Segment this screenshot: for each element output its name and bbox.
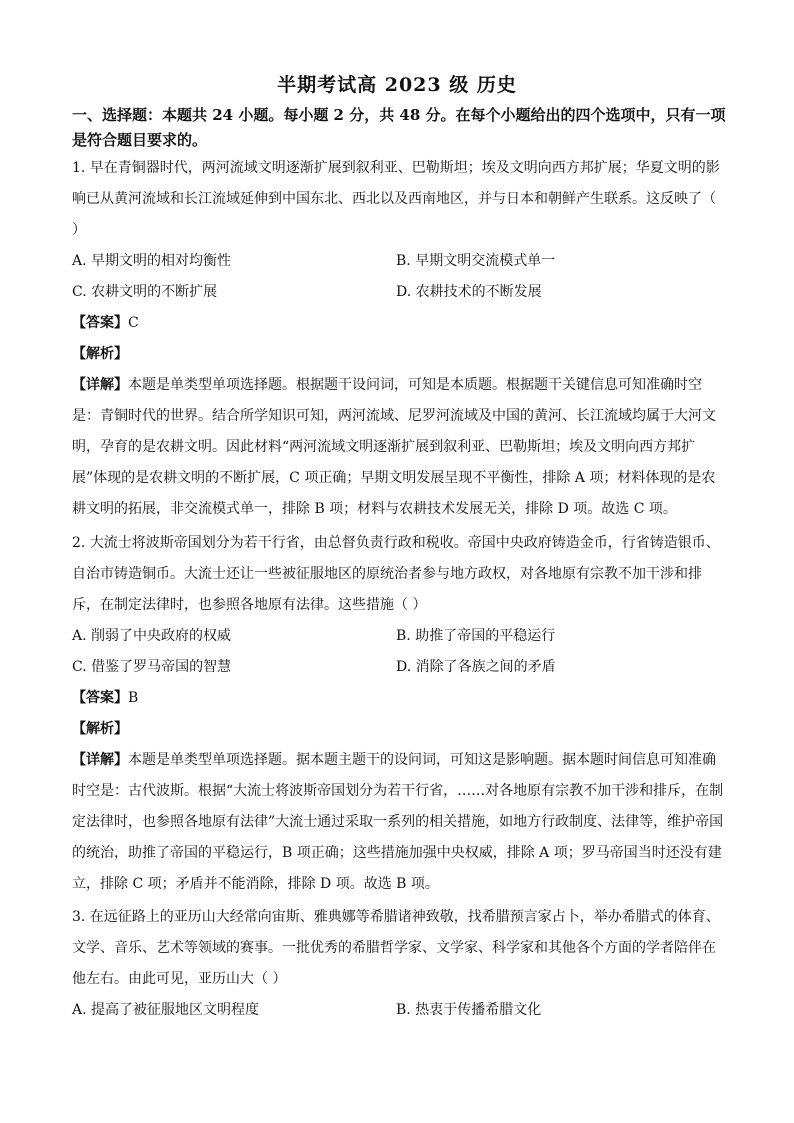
option-d: D. 农耕技术的不断发展 [396, 284, 542, 300]
option-d: D. 消除了各族之间的矛盾 [396, 659, 556, 675]
option-a: A. 早期文明的相对均衡性 [72, 253, 232, 269]
option-b: B. 热衷于传播希腊文化 [396, 1002, 542, 1018]
question-stem-text: 2. 大流士将波斯帝国划分为若干行省，由总督负责行政和税收。帝国中央政府铸造金币，行省铸造银币、自治市铸造铜币。大流士还让一些被征服地区的原统治者参与地方政权，对各地原有宗教不加干涉和排斥，在制定法律时，也参照各地原有法律。这些措施（ ） [72, 535, 720, 613]
question-stem-text: 1. 早在青铜器时代，两河流域文明逐渐扩展到叙利亚、巴勒斯坦；埃及文明向西方邦扩展；华夏文明的影响已从黄河流域和长江流域延伸到中国东北、西北以及西南地区，并与日本和朝鲜产生联系。这反映了（ ） [72, 160, 720, 238]
detail-label: 【详解】 [72, 752, 128, 768]
question-3-stem [72, 902, 727, 995]
option-c: C. 农耕文明的不断扩展 [72, 284, 218, 300]
page-title: 半期考试高 2023 级 历史 [277, 74, 517, 96]
question-1-options-row-2 [72, 277, 732, 308]
option-c: C. 借鉴了罗马帝国的智慧 [72, 659, 232, 675]
question-1-stem [72, 153, 727, 246]
question-1-detail [72, 370, 727, 525]
detail-label: 【详解】 [72, 377, 128, 393]
option-b: B. 早期文明交流模式单一 [396, 253, 556, 269]
answer-label: 【答案】 [72, 690, 128, 706]
question-1-analysis-label [72, 339, 128, 370]
analysis-label: 【解析】 [72, 721, 128, 737]
detail-text: 本题是单类型单项选择题。根据题干设问词，可知是本质题。根据题干关键信息可知准确时空是：青铜时代的世界。结合所学知识可知，两河流域、尼罗河流域及中国的黄河、长江流域均属于大河文明，孕育的是农耕文明。因此材料“两河流域文明逐渐扩展到叙利亚、巴勒斯坦；埃及文明向西方邦扩展”体现的是农耕文明的不断扩展，C 项正确；早期文明发展呈现不平衡性，排除 A 项；材料体现的是农耕文明的拓展，非交流模式单一，排除 B 项；材料与农耕技术发展无关，排除 D 项。故选 C 项。 [72, 377, 716, 517]
answer-value: C [128, 315, 139, 331]
detail-text: 本题是单类型单项选择题。据本题主题干的设问词，可知这是影响题。据本题时间信息可知准确时空是：古代波斯。根据“大流士将波斯帝国划分为若干行省，……对各地原有宗教不加干涉和排斥，在制定法律时，也参照各地原有法律”大流士通过采取一系列的相关措施，如地方行政制度、法律等，维护帝国的统治，助推了帝国的平稳运行，B 项正确；这些措施加强中央权威，排除 A 项；罗马帝国当时还没有建立，排除 C 项；矛盾并不能消除，排除 D 项。故选 B 项。 [72, 752, 724, 892]
answer-label: 【答案】 [72, 315, 128, 331]
question-2-options-row-2 [72, 652, 732, 683]
question-1-answer [72, 308, 139, 339]
question-3-options-row-1 [72, 995, 732, 1026]
question-2-stem [72, 528, 727, 621]
option-b: B. 助推了帝国的平稳运行 [396, 628, 556, 644]
question-1-options-row-1 [72, 246, 732, 277]
question-2-detail [72, 745, 727, 900]
question-2-answer [72, 683, 138, 714]
answer-value: B [128, 690, 139, 706]
section-heading: 一、选择题：本题共 24 小题。每小题 2 分，共 48 分。在每个小题给出的四个选项中，只有一项是符合题目要求的。 [72, 106, 726, 149]
option-a: A. 削弱了中央政府的权威 [72, 628, 232, 644]
question-2-analysis-label [72, 714, 128, 745]
question-stem-text: 3. 在远征路上的亚历山大经常向宙斯、雅典娜等希腊诸神致敬，找希腊预言家占卜，举办希腊式的体育、文学、音乐、艺术等领域的赛事。一批优秀的希腊哲学家、文学家、科学家和其他各个方面的学者陪伴在他左右。由此可见，亚历山大（ ） [72, 909, 720, 987]
question-2-options-row-1 [72, 621, 732, 652]
option-a: A. 提高了被征服地区文明程度 [72, 1002, 260, 1018]
analysis-label: 【解析】 [72, 346, 128, 362]
